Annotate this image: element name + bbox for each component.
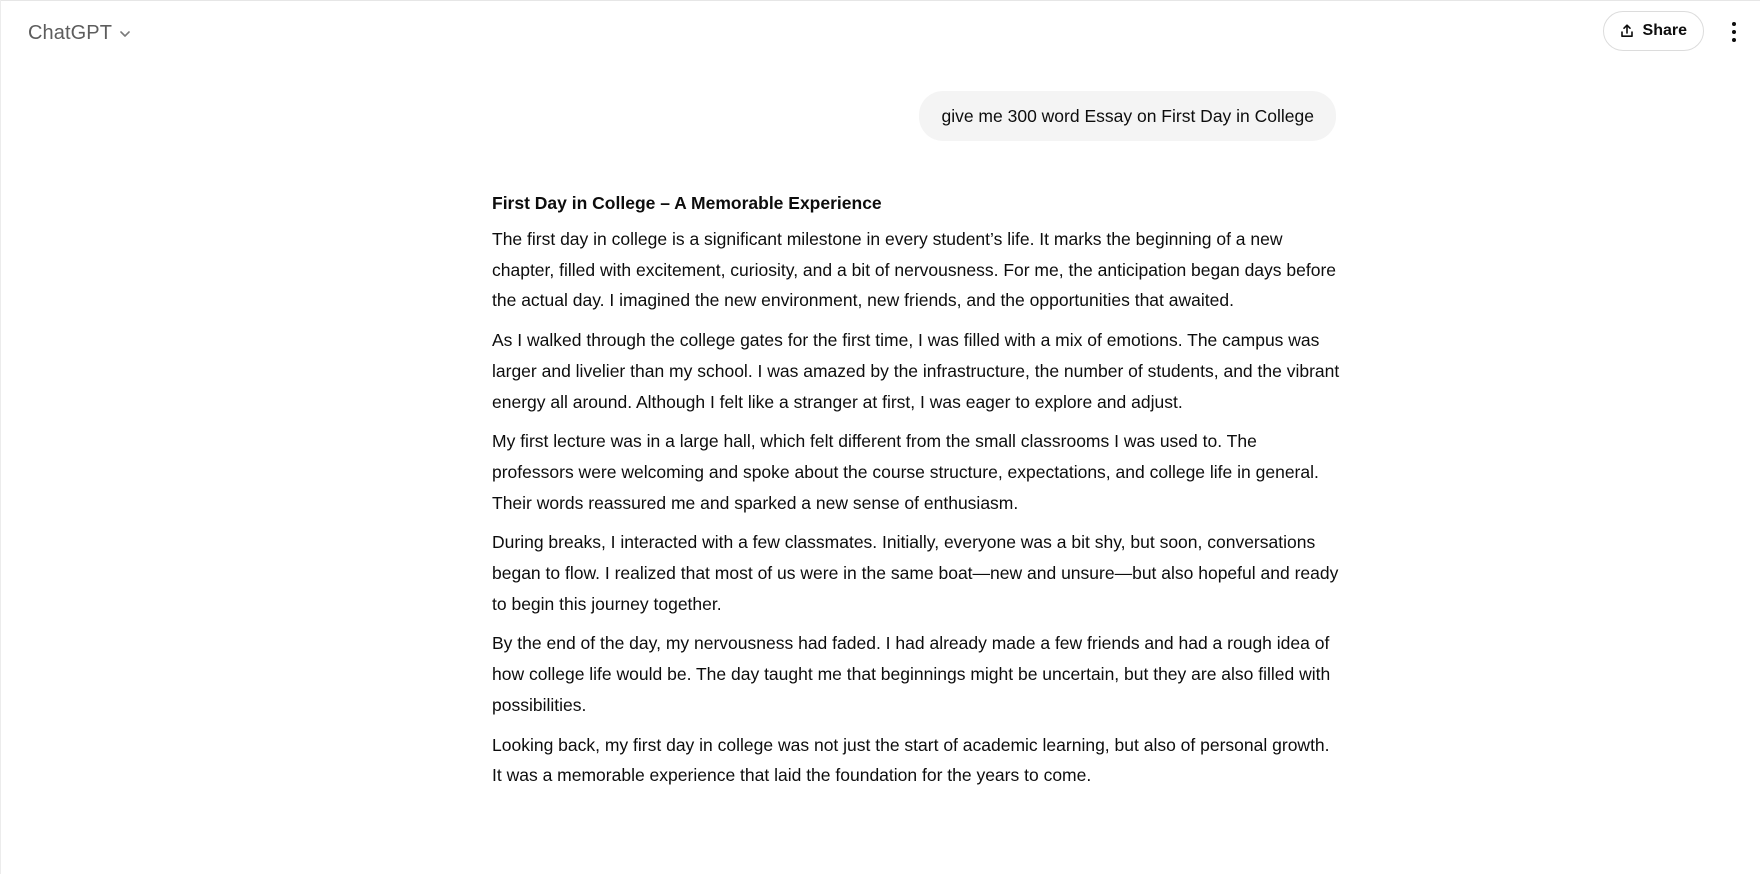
essay-paragraph: Looking back, my first day in college was not just the start of academic learning, but also of personal growth. It was a memorable experience that laid the foundation for the years to come. [492,734,1330,786]
essay-paragraph: My first lecture was in a large hall, which felt different from the small classrooms I was used to. The professors were welcoming and spoke about the course structure, expectations, and college life in general. Their words reassured me and sparked a new sense of enthusiasm. [492,431,1319,513]
essay-paragraph: As I walked through the college gates for the first time, I was filled with a mix of emotions. The campus was larger and livelier than my school. I was amazed by the infrastructure, the number of students, and the vibrant energy all around. Although I felt like a stranger at first, I was eager to explore and adjust. [492,330,1340,412]
model-name: ChatGPT [28,21,113,44]
chevron-down-icon [118,27,132,41]
essay-paragraph: By the end of the day, my nervousness had faded. I had already made a few friends and had a rough idea of how college life would be. The day taught me that beginnings might be uncertain, but they are also filled with possibilities. [492,633,1331,715]
assistant-message [492,191,1342,800]
essay-paragraph: The first day in college is a significant milestone in every student’s life. It marks the beginning of a new chapter, filled with excitement, curiosity, and a bit of nervousness. For me, the anticipation began days before the actual day. I imagined the new environment, new friends, and the opportunities that awaited. [492,229,1337,311]
user-message: give me 300 word Essay on First Day in College [919,91,1336,141]
share-button[interactable] [1603,11,1704,51]
share-icon [1619,23,1635,39]
model-switcher[interactable] [28,18,132,48]
essay-paragraph: During breaks, I interacted with a few classmates. Initially, everyone was a bit shy, but soon, conversations began to flow. I realized that most of us were in the same boat—new and unsure—but also hopeful and ready to begin this journey together. [492,532,1339,614]
essay-title: First Day in College – A Memorable Experience [492,193,882,213]
header [0,0,1760,64]
more-options-button[interactable] [1722,18,1746,46]
share-label: Share [1642,22,1687,39]
more-vertical-icon [1731,21,1737,43]
sidebar-edge [0,0,1,874]
